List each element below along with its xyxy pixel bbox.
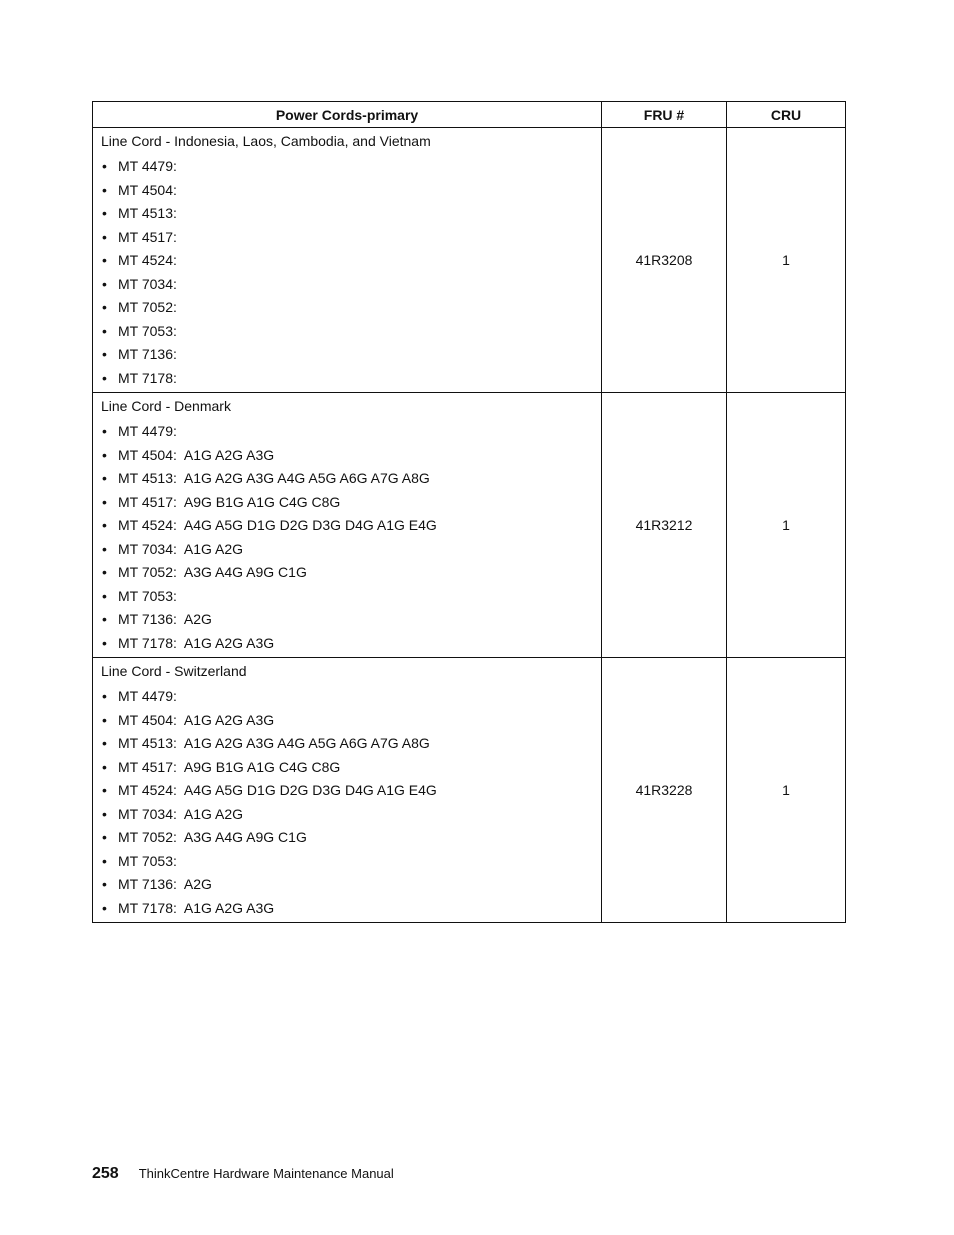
list-item: • MT 4479: <box>101 685 593 709</box>
line-cord-title: Line Cord - Indonesia, Laos, Cambodia, and Vietnam <box>101 133 431 149</box>
list-item: • MT 4504: <box>101 179 593 203</box>
list-item: • MT 7053: <box>101 850 593 874</box>
cru-cell: 1 <box>727 658 846 923</box>
list-item: • MT 7052: <box>101 296 593 320</box>
fru-cell: 41R3228 <box>602 658 727 923</box>
table-header-row <box>93 102 846 128</box>
list-item: • MT 4524: A4G A5G D1G D2G D3G D4G A1G E4G <box>101 779 593 803</box>
line-cord-title: Line Cord - Switzerland <box>101 663 247 679</box>
list-item: • MT 4517: A9G B1G A1G C4G C8G <box>101 756 593 780</box>
header-fru: FRU # <box>602 102 727 128</box>
list-item: • MT 7052: A3G A4G A9G C1G <box>101 561 593 585</box>
list-item: • MT 7053: <box>101 585 593 609</box>
page-number: 258 <box>92 1165 119 1182</box>
power-cords-table <box>92 101 846 923</box>
table-row <box>93 128 846 393</box>
list-item: • MT 7136: A2G <box>101 608 593 632</box>
header-cru: CRU <box>727 102 846 128</box>
machine-type-list <box>101 685 593 920</box>
list-item: • MT 7178: A1G A2G A3G <box>101 897 593 921</box>
table-body <box>93 128 846 923</box>
list-item: • MT 4517: <box>101 226 593 250</box>
list-item: • MT 4504: A1G A2G A3G <box>101 709 593 733</box>
list-item: • MT 4517: A9G B1G A1G C4G C8G <box>101 491 593 515</box>
cru-cell: 1 <box>727 393 846 658</box>
list-item: • MT 7053: <box>101 320 593 344</box>
list-item: • MT 7034: <box>101 273 593 297</box>
machine-type-list <box>101 420 593 655</box>
header-description: Power Cords-primary <box>93 102 602 128</box>
list-item: • MT 7178: A1G A2G A3G <box>101 632 593 656</box>
list-item: • MT 4479: <box>101 420 593 444</box>
list-item: • MT 4524: A4G A5G D1G D2G D3G D4G A1G E4G <box>101 514 593 538</box>
list-item: • MT 7136: <box>101 343 593 367</box>
table-row <box>93 393 846 658</box>
list-item: • MT 7178: <box>101 367 593 391</box>
list-item: • MT 7052: A3G A4G A9G C1G <box>101 826 593 850</box>
list-item: • MT 4524: <box>101 249 593 273</box>
page-footer <box>92 1165 394 1183</box>
list-item: • MT 4479: <box>101 155 593 179</box>
fru-cell: 41R3212 <box>602 393 727 658</box>
description-cell <box>93 393 602 658</box>
table-row <box>93 658 846 923</box>
list-item: • MT 7136: A2G <box>101 873 593 897</box>
list-item: • MT 4504: A1G A2G A3G <box>101 444 593 468</box>
list-item: • MT 4513: <box>101 202 593 226</box>
manual-title: ThinkCentre Hardware Maintenance Manual <box>138 1166 394 1181</box>
cru-cell: 1 <box>727 128 846 393</box>
list-item: • MT 7034: A1G A2G <box>101 538 593 562</box>
list-item: • MT 4513: A1G A2G A3G A4G A5G A6G A7G A8G <box>101 467 593 491</box>
description-cell <box>93 658 602 923</box>
line-cord-title: Line Cord - Denmark <box>101 398 231 414</box>
list-item: • MT 4513: A1G A2G A3G A4G A5G A6G A7G A8G <box>101 732 593 756</box>
description-cell <box>93 128 602 393</box>
fru-cell: 41R3208 <box>602 128 727 393</box>
machine-type-list <box>101 155 593 390</box>
list-item: • MT 7034: A1G A2G <box>101 803 593 827</box>
